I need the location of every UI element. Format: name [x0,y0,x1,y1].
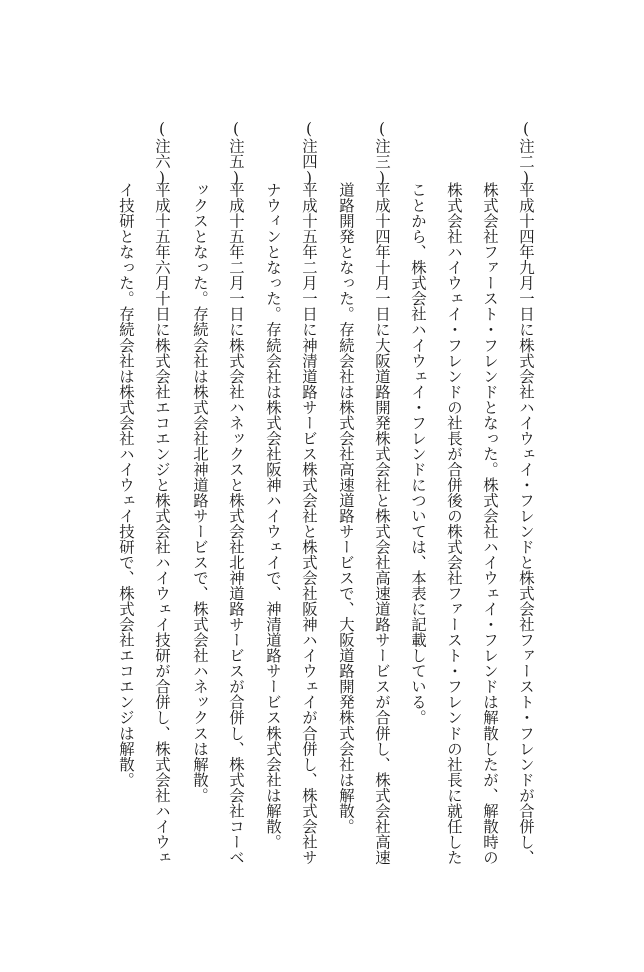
note-4-line-1 [296,120,322,865]
note-5-text-1: 平成十五年二月一日に株式会社ハネックスと株式会社北神道路サービスが合併し、株式会社コーベ [227,182,245,865]
note-2-text-4: ことから、株式会社ハイウェイ・フレンドについては、本表に記載している。 [409,182,427,726]
note-3-text-1: 平成十四年十月一日に大阪道路開発株式会社と株式会社高速道路サービスが合併し、株式会社高速 [373,182,391,865]
note-2-line-1 [513,120,539,865]
note-3-line-2 [333,120,359,834]
note-2-line-3 [441,120,467,865]
note-4-text-1: 平成十五年二月一日に神清道路サービス株式会社と株式会社阪神ハイウェイが合併し、株式会社サ [300,182,318,865]
note-2-line-4 [405,120,431,725]
note-6-text-2: イ技研となった。存続会社は株式会社ハイウェイ技研で、株式会社エコエンジは解散。 [117,182,135,788]
note-2-text-3: 株式会社ハイウェイ・フレンドの社長が合併後の株式会社ファースト・フレンドの社長に就任した [445,182,463,865]
note-4-text-2: ナウィンとなった。存続会社は株式会社阪神ハイウェイで、神清道路サービス株式会社は解散。 [264,182,282,850]
note-2-line-2 [477,120,503,865]
note-2-text-2: 株式会社ファースト・フレンドとなった。株式会社ハイウェイ・フレンドは解散したが、解散時の [481,182,499,865]
note-6-line-2 [113,120,139,787]
note-4-label: (注四) [300,120,318,188]
note-5-line-2 [187,120,213,803]
note-6-line-1 [149,120,175,865]
note-3-text-2: 道路開発となった。存続会社は株式会社高速道路サービスで、大阪道路開発株式会社は解散。 [337,182,355,834]
note-5-text-2: ックスとなった。存続会社は株式会社北神道路サービスで、株式会社ハネックスは解散。 [191,182,209,803]
note-2-text-1: 平成十四年九月一日に株式会社ハイウェイ・フレンドと株式会社ファースト・フレンドが合併し、 [517,182,535,865]
note-6-text-1: 平成十五年六月十日に株式会社エコエンジと株式会社ハイウェイ技研が合併し、株式会社ハイウェ [153,182,171,865]
note-4-line-2 [260,120,286,849]
note-2-label: (注二) [517,120,535,188]
note-6-label: (注六) [153,120,171,188]
note-5-line-1 [223,120,249,865]
note-3-label: (注三) [373,120,391,188]
note-3-line-1 [369,120,395,865]
note-5-label: (注五) [227,120,245,188]
